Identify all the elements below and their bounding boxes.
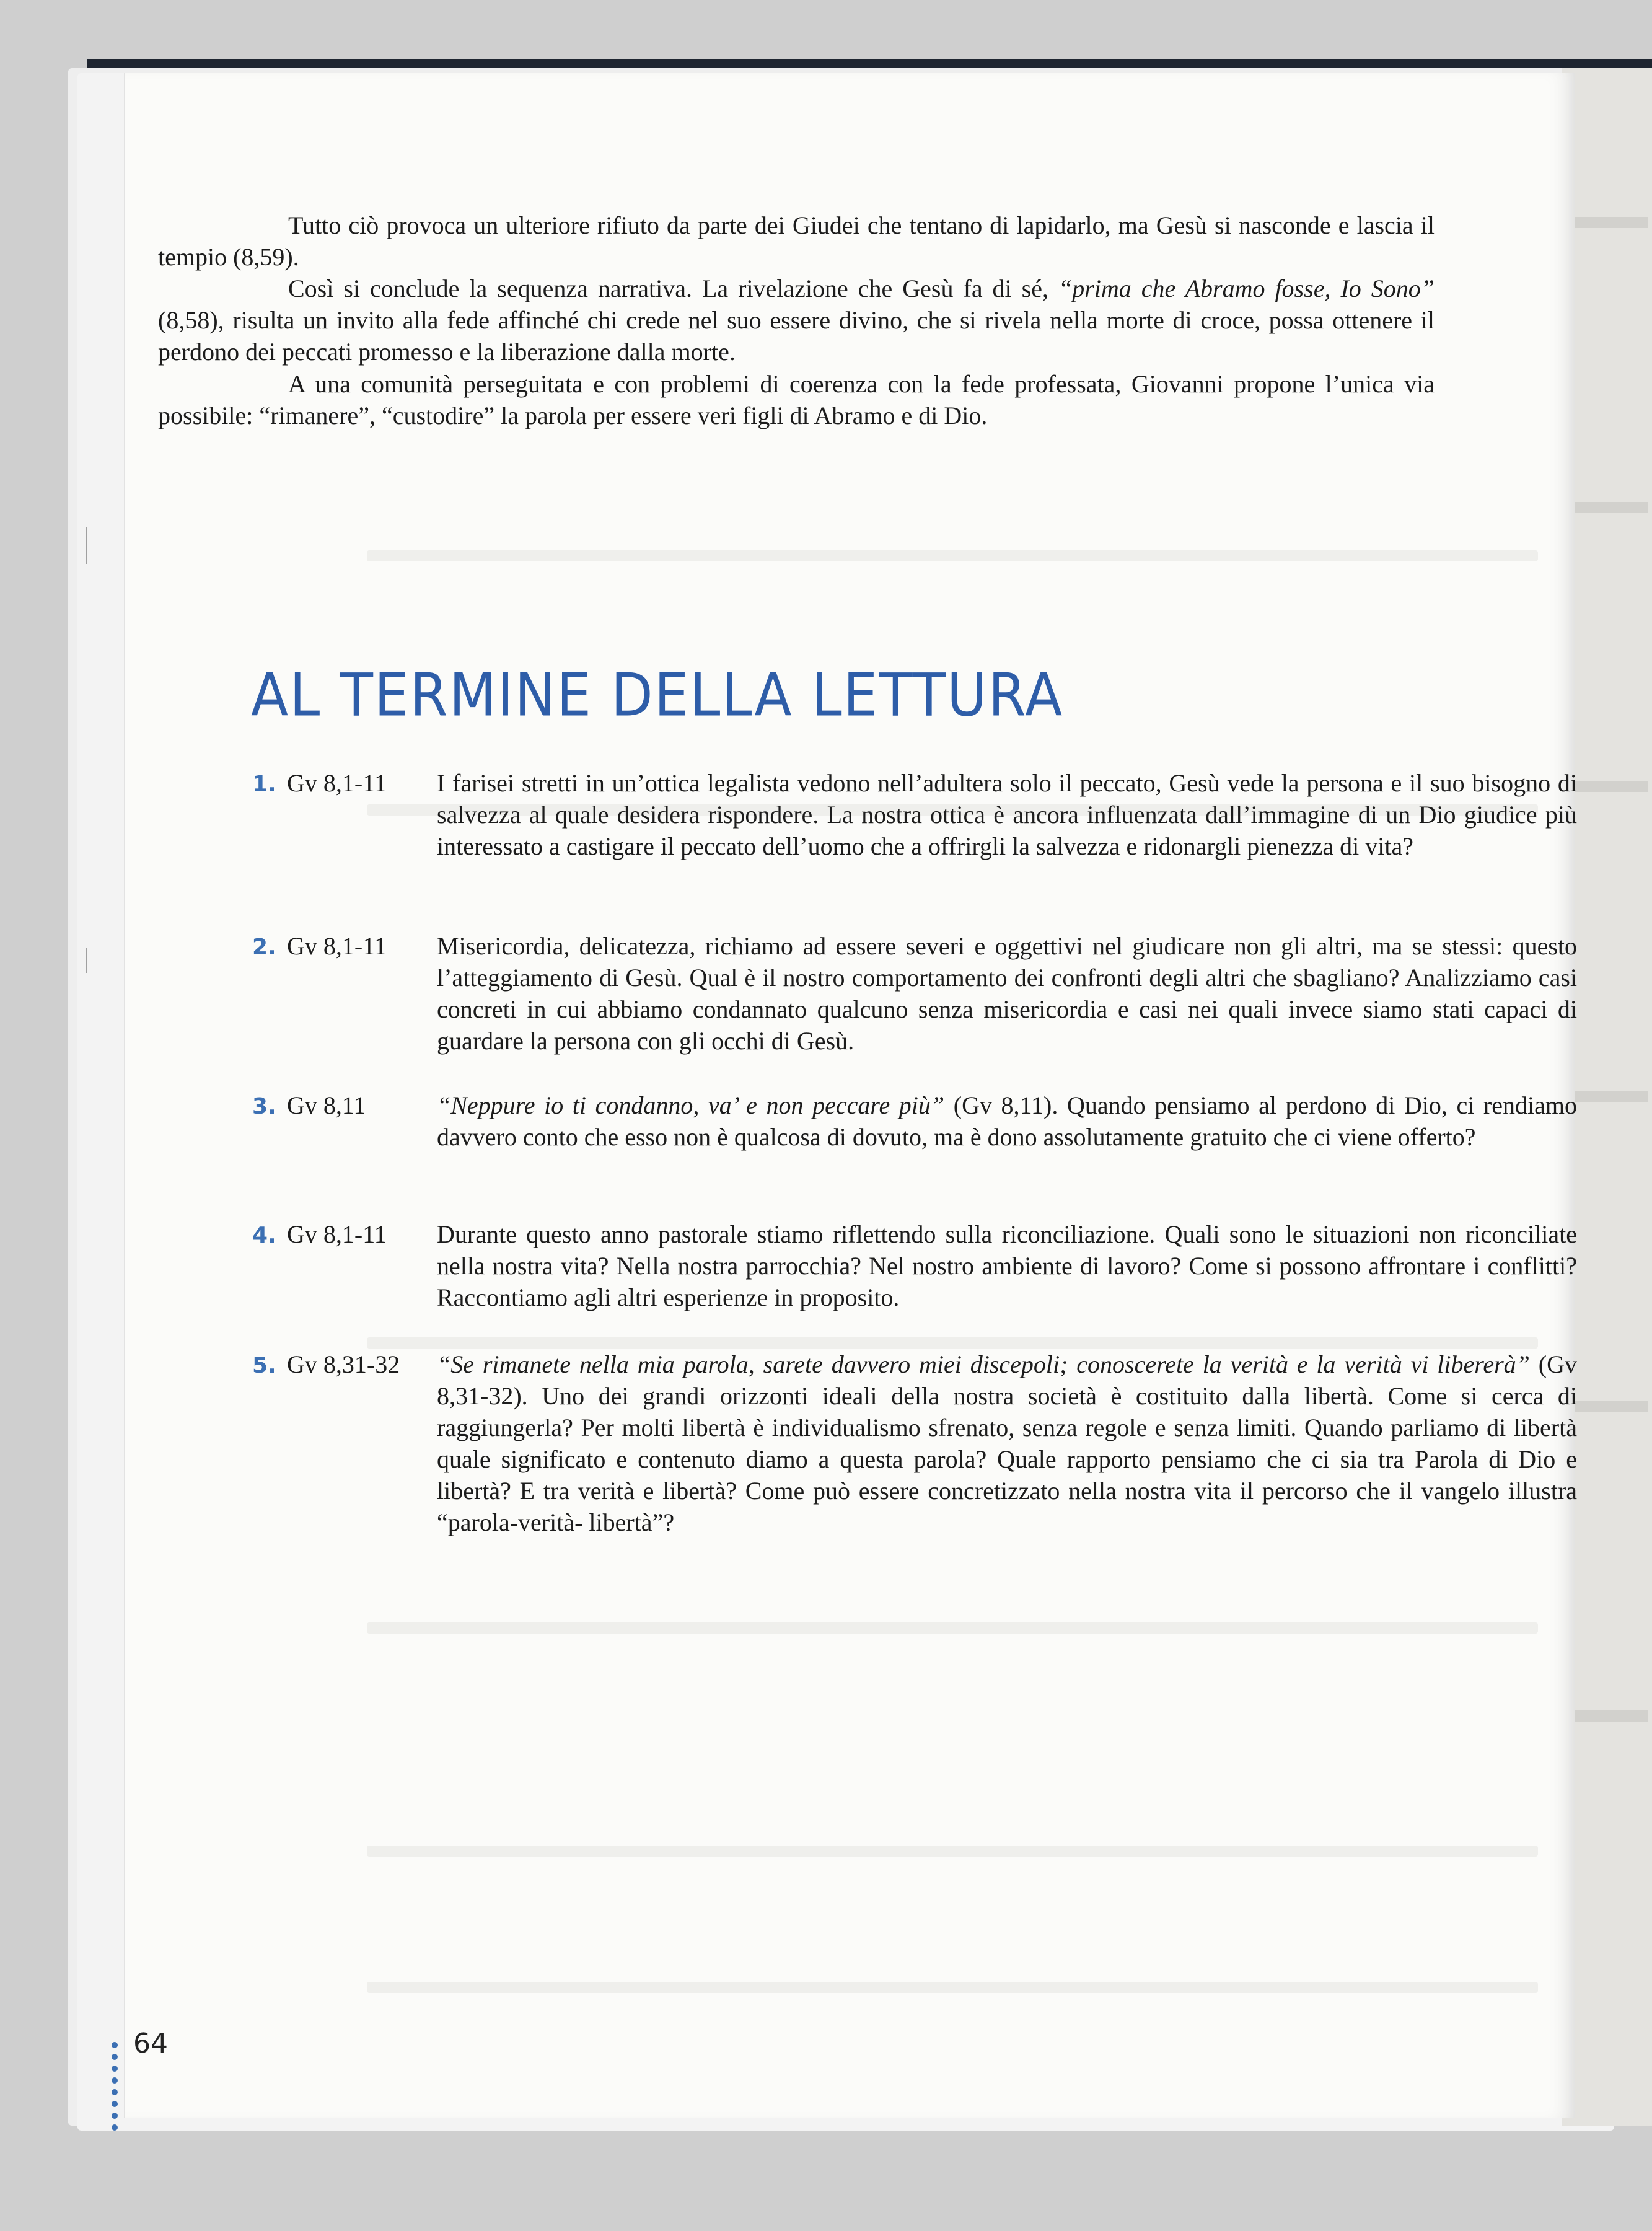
intro-paragraph-2 — [158, 273, 1435, 367]
intro-text: A una comunità perseguitata e con problemi di coerenza con la fede professata, Giovanni propone l’unica via possibile: “rimanere”, “custodire” la parola per essere veri figli di Abramo e di Dio. — [158, 370, 1435, 429]
question-text — [437, 1089, 1577, 1153]
show-through-line — [367, 1622, 1538, 1634]
show-through-line — [367, 1982, 1538, 1993]
page-number: 64 — [133, 2028, 168, 2059]
question-text — [437, 1349, 1577, 1538]
question-text-span: I farisei stretti in un’ottica legalista vedono nell’adultera solo il peccato, Gesù vede la persona e il suo bisogno di salvezza al quale desidera rispondere. La nostra ottica è ancora influenzata dall’immagine di un Dio giudice più interessato a castigare il peccato dell’uomo che a offrirgli la salvezza e ridonargli pienezza di vita? — [437, 769, 1577, 860]
section-heading: AL TERMINE DELLA LETTURA — [251, 660, 1064, 730]
question-number: 1. — [252, 772, 276, 797]
intro-quote: “prima che Abramo fosse, Io Sono” — [1058, 275, 1435, 302]
page-margin-mark — [86, 527, 87, 564]
intro-text: (8,58), risulta un invito alla fede affinché chi crede nel suo essere divino, che si rivela nella morte di croce, possa ottenere il perdono dei peccati promesso e la liberazione dalla morte. — [158, 306, 1435, 366]
question-number: 2. — [252, 935, 276, 960]
question-reference: Gv 8,1-11 — [287, 1220, 387, 1248]
question-reference: Gv 8,1-11 — [287, 932, 387, 960]
question-text-span: (Gv 8,31-32). Uno dei grandi orizzonti ideali della nostra società è costituito dalla libertà. Come si cerca di raggiungerla? Per molti libertà è individualismo sfrenato, senza regole e senza limiti. Quando parliamo di libertà quale significato e contenuto diamo a questa parola? Quale rapporto pensiamo che ci sia tra Parola di Dio e libertà? E tra verità e libertà? Come può essere concretizzato nella nostra vita il percorso che il vangelo illustra “parola-verità- libertà”? — [437, 1350, 1578, 1536]
page-number-dots — [112, 2042, 119, 2136]
question-text — [437, 1218, 1577, 1313]
question-reference: Gv 8,1-11 — [287, 769, 387, 797]
question-quote: “Neppure io ti condanno, va’ e non peccare più” — [437, 1091, 945, 1119]
show-through-line — [367, 1337, 1538, 1349]
show-through-line — [367, 550, 1538, 561]
question-number: 4. — [252, 1223, 276, 1248]
question-text-span: (Gv 8,11). Quando pensiamo al perdono di Dio, ci rendiamo davvero conto che esso non è qualcosa di dovuto, ma è dono assolutamente gratuito che ci viene offerto? — [437, 1091, 1577, 1151]
question-number: 3. — [252, 1094, 276, 1119]
question-quote: “Se rimanete nella mia parola, sarete davvero miei discepoli; conoscerete la verità e la verità vi libererà” — [437, 1350, 1530, 1378]
question-text — [437, 930, 1577, 1057]
intro-paragraph-1 — [158, 209, 1435, 273]
question-text-span: Misericordia, delicatezza, richiamo ad essere severi e oggettivi nel giudicare non gli altri, ma se stessi: questo l’atteggiamento di Gesù. Qual è il nostro comportamento dei confronti degli altri che sbagliano? Analizziamo casi concreti in cui abbiamo condannato qualcuno senza misericordia e casi nei quali invece siamo stati capaci di guardare la persona con gli occhi di Gesù. — [437, 932, 1577, 1055]
question-number: 5. — [252, 1353, 276, 1378]
question-reference: Gv 8,31-32 — [287, 1350, 400, 1378]
question-text-span: Durante questo anno pastorale stiamo riflettendo sulla riconciliazione. Quali sono le situazioni non riconciliate nella nostra vita? Nella nostra parrocchia? Nel nostro ambiente di lavoro? Come si possono affrontare i conflitti? Raccontiamo agli altri esperienze in proposito. — [437, 1220, 1577, 1311]
show-through-line — [367, 1846, 1538, 1857]
question-reference: Gv 8,11 — [287, 1091, 366, 1119]
page-margin-mark — [86, 948, 87, 973]
question-text — [437, 767, 1577, 862]
intro-text: Così si conclude la sequenza narrativa. La rivelazione che Gesù fa di sé, — [288, 275, 1058, 302]
intro-paragraph-3 — [158, 368, 1435, 431]
intro-text: Tutto ciò provoca un ulteriore rifiuto da parte dei Giudei che tentano di lapidarlo, ma Gesù si nasconde e lascia il tempio (8,59). — [158, 211, 1435, 271]
